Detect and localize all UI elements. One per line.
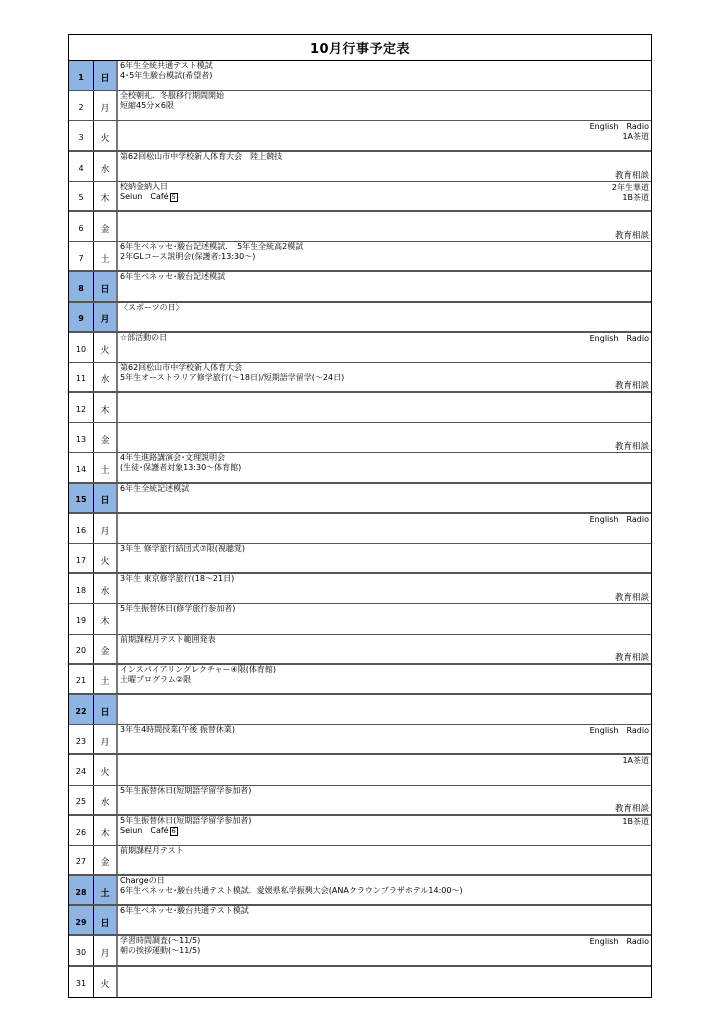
event-list	[120, 303, 184, 313]
day-row	[69, 544, 651, 574]
event-list	[120, 152, 282, 162]
events-cell	[118, 604, 651, 633]
weekday-cell: 土	[94, 876, 118, 904]
events-cell	[118, 484, 651, 512]
date-cell: 10	[69, 333, 94, 362]
event-list	[120, 574, 234, 584]
event-list	[120, 453, 241, 473]
day-row	[69, 423, 651, 453]
events-cell	[118, 242, 651, 270]
weekday-cell: 月	[94, 514, 118, 543]
events-cell	[118, 182, 651, 210]
day-row	[69, 725, 651, 755]
weekday-cell: 土	[94, 453, 118, 481]
date-cell: 11	[69, 363, 94, 391]
event-list	[120, 635, 216, 645]
weekday-cell: 水	[94, 574, 118, 603]
events-cell	[118, 936, 651, 964]
day-row	[69, 91, 651, 121]
weekday-cell: 木	[94, 393, 118, 422]
event-text: 校納金納入日	[120, 181, 168, 191]
day-row	[69, 303, 651, 333]
event-list	[120, 936, 200, 956]
date-cell: 23	[69, 725, 94, 753]
day-row	[69, 212, 651, 242]
day-row	[69, 816, 651, 846]
day-row	[69, 906, 651, 936]
cafe-label: Seiun Café	[120, 191, 169, 201]
events-cell	[118, 574, 651, 603]
day-row	[69, 967, 651, 997]
date-cell: 3	[69, 121, 94, 149]
events-cell	[118, 61, 651, 90]
event-text: 6年生ベネッセ･駿台記述模試． 5年生全統高2模試	[120, 242, 304, 252]
event-list	[120, 816, 251, 836]
weekday-cell: 水	[94, 363, 118, 391]
date-cell: 15	[69, 484, 94, 512]
day-row	[69, 453, 651, 483]
date-cell: 14	[69, 453, 94, 481]
day-row	[69, 665, 651, 695]
counseling-note: 教育相談	[614, 381, 649, 392]
event-text: インスパイアリングレクチャー④限(体育館)	[120, 664, 277, 674]
event-text: 前期課程月テスト範囲発表	[120, 634, 216, 644]
date-cell: 2	[69, 91, 94, 120]
date-cell: 31	[69, 967, 94, 997]
weekday-cell: 金	[94, 635, 118, 663]
event-text: 4年生進路講演会･文理説明会	[120, 453, 226, 463]
day-row	[69, 755, 651, 785]
counseling-note: 教育相談	[614, 231, 649, 242]
cafe-number-badge: 5	[171, 192, 176, 201]
right-notes	[590, 515, 649, 525]
weekday-cell: 火	[94, 121, 118, 149]
date-cell: 29	[69, 906, 94, 934]
date-cell: 27	[69, 846, 94, 874]
counseling-note: 教育相談	[614, 170, 649, 181]
weekday-cell: 月	[94, 303, 118, 331]
weekday-cell: 水	[94, 152, 118, 181]
date-cell: 16	[69, 514, 94, 543]
day-row	[69, 333, 651, 363]
day-row	[69, 121, 651, 151]
event-text: 〈スポーツの日〉	[120, 302, 184, 312]
events-cell	[118, 514, 651, 543]
weekday-cell: 火	[94, 967, 118, 997]
day-row	[69, 604, 651, 634]
right-notes	[622, 756, 649, 766]
right-note-text: 1B茶道	[622, 192, 649, 202]
weekday-cell: 日	[94, 906, 118, 934]
date-cell: 19	[69, 604, 94, 633]
event-text: 2年GLコース説明会(保護者:13:30～)	[120, 252, 256, 262]
events-cell	[118, 695, 651, 724]
event-text: (生徒･保護者対象13:30～体育館)	[120, 463, 242, 473]
events-cell	[118, 544, 651, 572]
day-row	[69, 242, 651, 272]
schedule-rows	[69, 61, 651, 997]
event-text: 6年生全統記述模試	[120, 483, 190, 493]
events-cell	[118, 393, 651, 422]
weekday-cell: 木	[94, 182, 118, 210]
event-list	[120, 906, 249, 916]
day-row	[69, 635, 651, 665]
events-cell	[118, 876, 651, 904]
event-text: 6年生ベネッセ･駿台記述模試	[120, 272, 226, 282]
right-note-text: 1A茶道	[622, 756, 649, 766]
events-cell	[118, 121, 651, 149]
counseling-note: 教育相談	[614, 652, 649, 663]
weekday-cell: 土	[94, 242, 118, 270]
day-row	[69, 514, 651, 544]
event-list	[120, 91, 224, 111]
events-cell	[118, 725, 651, 753]
event-text: 全校朝礼．冬服移行期間開始	[120, 91, 224, 101]
cafe-number-badge: 6	[171, 826, 176, 835]
events-cell	[118, 665, 651, 693]
event-list	[120, 484, 189, 494]
event-text: 短縮45分×6限	[120, 101, 174, 111]
events-cell	[118, 967, 651, 997]
event-text: 5年生振替休日(修学旅行参加者)	[120, 604, 236, 614]
day-row	[69, 936, 651, 966]
day-row	[69, 484, 651, 514]
day-row	[69, 876, 651, 906]
schedule-table	[68, 34, 652, 998]
right-notes	[622, 817, 649, 827]
event-list	[120, 786, 251, 796]
events-cell	[118, 91, 651, 120]
right-notes	[612, 183, 649, 203]
right-note-text: English Radio	[589, 122, 649, 132]
day-row	[69, 61, 651, 91]
event-text: ☆部活動の日	[120, 332, 168, 342]
event-list	[120, 544, 245, 554]
right-note-text: English Radio	[589, 514, 649, 524]
day-row	[69, 182, 651, 212]
event-list	[120, 272, 225, 282]
event-text: 5年生振替休日(短期語学留学参加者)	[120, 785, 252, 795]
day-row	[69, 846, 651, 876]
right-notes	[590, 726, 649, 736]
date-cell: 12	[69, 393, 94, 422]
event-list	[120, 725, 235, 735]
right-notes	[590, 122, 649, 142]
events-cell	[118, 363, 651, 391]
weekday-cell: 木	[94, 604, 118, 633]
schedule-title: 10月行事予定表	[69, 35, 651, 61]
right-note-text: 1A茶道	[622, 132, 649, 142]
events-cell	[118, 816, 651, 845]
event-text: 3年生4時間授業(午後 振替休業)	[120, 725, 235, 735]
day-row	[69, 272, 651, 302]
event-text: 6年生全統共通テスト模試	[120, 61, 213, 70]
weekday-cell: 金	[94, 212, 118, 241]
right-note-text: 2年生華道	[611, 182, 649, 192]
counseling-note: 教育相談	[614, 442, 649, 453]
counseling-note: 教育相談	[614, 593, 649, 604]
right-notes	[590, 937, 649, 947]
events-cell	[118, 333, 651, 362]
date-cell: 28	[69, 876, 94, 904]
weekday-cell: 火	[94, 755, 118, 784]
event-text: 5年生オーストラリア修学旅行(～18日)/短期語学留学(～24日)	[120, 372, 345, 382]
date-cell: 6	[69, 212, 94, 241]
weekday-cell: 火	[94, 544, 118, 572]
right-note-text: 1B茶道	[622, 816, 649, 826]
event-list	[120, 333, 167, 343]
events-cell	[118, 453, 651, 481]
day-row	[69, 393, 651, 423]
weekday-cell: 日	[94, 272, 118, 300]
weekday-cell: 金	[94, 423, 118, 452]
event-text: 6年生ベネッセ･駿台共通テスト模試．愛媛県私学振興大会(ANAクラウンプラザホテル14:00～)	[120, 886, 463, 896]
day-row	[69, 574, 651, 604]
events-cell	[118, 423, 651, 452]
right-note-text: English Radio	[589, 333, 649, 343]
weekday-cell: 水	[94, 786, 118, 814]
events-cell	[118, 212, 651, 241]
event-text: 6年生ベネッセ･駿台共通テスト模試	[120, 906, 249, 916]
event-text: Chargeの日	[120, 876, 165, 886]
counseling-note: 教育相談	[614, 803, 649, 814]
weekday-cell: 日	[94, 695, 118, 724]
day-row	[69, 695, 651, 725]
right-note-text: English Radio	[589, 726, 649, 736]
event-text: 4･5年生駿台模試(希望者)	[120, 71, 213, 80]
events-cell	[118, 635, 651, 663]
weekday-cell: 月	[94, 725, 118, 753]
date-cell: 30	[69, 936, 94, 964]
events-cell	[118, 906, 651, 934]
events-cell	[118, 152, 651, 181]
date-cell: 8	[69, 272, 94, 300]
date-cell: 18	[69, 574, 94, 603]
weekday-cell: 日	[94, 484, 118, 512]
event-list	[120, 665, 276, 685]
weekday-cell: 火	[94, 333, 118, 362]
event-text: 第62回松山市中学校新人体育大会	[120, 362, 243, 372]
event-list	[120, 61, 213, 81]
date-cell: 26	[69, 816, 94, 845]
right-notes	[590, 334, 649, 344]
cafe-event	[120, 192, 178, 202]
date-cell: 5	[69, 182, 94, 210]
cafe-label: Seiun Café	[120, 825, 169, 835]
event-list	[120, 242, 303, 262]
day-row	[69, 363, 651, 393]
events-cell	[118, 272, 651, 300]
event-text: 第62回松山市中学校新人体育大会 陸上競技	[120, 151, 283, 161]
date-cell: 9	[69, 303, 94, 331]
weekday-cell: 金	[94, 846, 118, 874]
event-list	[120, 846, 184, 856]
cafe-event	[120, 826, 251, 836]
weekday-cell: 土	[94, 665, 118, 693]
date-cell: 21	[69, 665, 94, 693]
event-text: 5年生振替休日(短期語学留学参加者)	[120, 815, 252, 825]
event-list	[120, 604, 235, 614]
date-cell: 25	[69, 786, 94, 814]
date-cell: 4	[69, 152, 94, 181]
date-cell: 7	[69, 242, 94, 270]
day-row	[69, 786, 651, 816]
events-cell	[118, 755, 651, 784]
events-cell	[118, 786, 651, 814]
day-row	[69, 152, 651, 182]
event-text: 3年生 東京修学旅行(18～21日)	[120, 574, 235, 584]
date-cell: 24	[69, 755, 94, 784]
event-text: 3年生 修学旅行結団式⑦限(視聴覚)	[120, 544, 246, 553]
event-text: 土曜プログラム②限	[120, 674, 192, 684]
events-cell	[118, 303, 651, 331]
date-cell: 20	[69, 635, 94, 663]
date-cell: 1	[69, 61, 94, 90]
weekday-cell: 日	[94, 61, 118, 90]
events-cell	[118, 846, 651, 874]
date-cell: 13	[69, 423, 94, 452]
event-text: 前期課程月テスト	[120, 845, 184, 855]
weekday-cell: 月	[94, 91, 118, 120]
event-list	[120, 363, 344, 383]
event-list	[120, 876, 463, 896]
right-note-text: English Radio	[589, 937, 649, 947]
date-cell: 22	[69, 695, 94, 724]
weekday-cell: 木	[94, 816, 118, 845]
date-cell: 17	[69, 544, 94, 572]
event-text: 学習時間調査(～11/5)	[120, 936, 201, 946]
weekday-cell: 月	[94, 936, 118, 964]
event-text: 朝の挨拶運動(～11/5)	[120, 946, 201, 956]
event-list	[120, 182, 178, 202]
